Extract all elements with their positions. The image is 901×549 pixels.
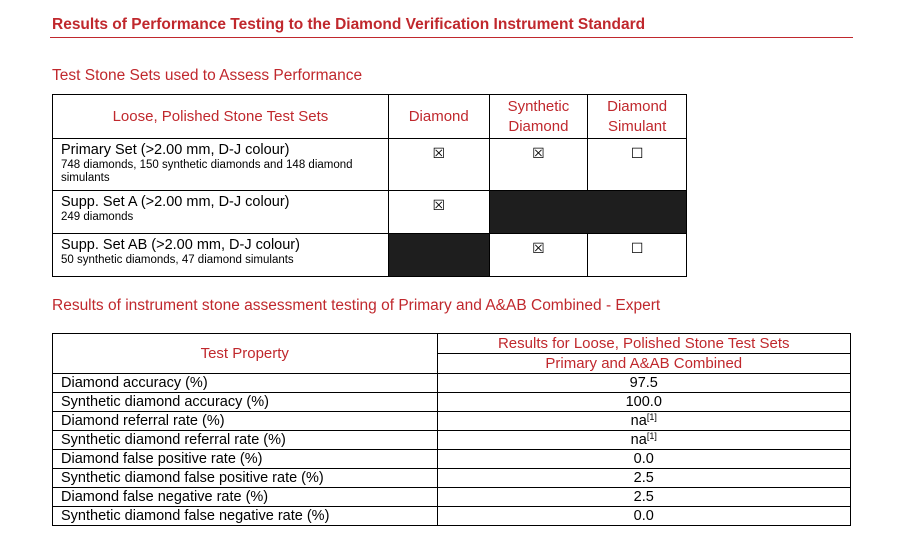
- table-row: [53, 507, 851, 526]
- test-sets-table: [52, 94, 687, 277]
- header-diamond-simulant: [588, 95, 687, 139]
- checkbox-checked-icon: ☒: [489, 139, 588, 191]
- header-simulant-line1: Diamond: [607, 97, 668, 115]
- set-cell-primary: [53, 139, 389, 191]
- set-name: Supp. Set AB (>2.00 mm, D-J colour): [61, 237, 300, 253]
- table-row: [53, 431, 851, 450]
- test-property: Diamond referral rate (%): [53, 412, 438, 431]
- footnote-marker: [1]: [646, 412, 657, 422]
- set-name: Supp. Set A (>2.00 mm, D-J colour): [61, 194, 290, 210]
- not-applicable-cell: [388, 234, 489, 277]
- result-value: 0.0: [437, 507, 850, 526]
- checkbox-checked-icon: ☒: [388, 139, 489, 191]
- result-value: 100.0: [437, 393, 850, 412]
- result-value: 2.5: [437, 469, 850, 488]
- set-description-cont: simulants: [61, 172, 110, 184]
- set-description: 249 diamonds: [61, 211, 134, 223]
- set-cell-supp-a: [53, 191, 389, 234]
- test-property: Diamond false negative rate (%): [53, 488, 438, 507]
- table-row: [53, 191, 687, 234]
- test-property: Synthetic diamond referral rate (%): [53, 431, 438, 450]
- results-table: [52, 333, 851, 526]
- test-property: Synthetic diamond false positive rate (%): [53, 469, 438, 488]
- set-description: 748 diamonds, 150 synthetic diamonds and 148 diamond: [61, 159, 353, 171]
- header-test-property: Test Property: [53, 334, 438, 374]
- page-title: Results of Performance Testing to the Diamond Verification Instrument Standard: [52, 16, 646, 33]
- section-title-test-sets: Test Stone Sets used to Assess Performance: [52, 67, 363, 84]
- result-value: na: [630, 432, 647, 448]
- result-value-cell: [437, 431, 850, 450]
- table-row: [53, 139, 687, 191]
- checkbox-empty-icon: ☐: [588, 139, 687, 191]
- result-value: 2.5: [437, 488, 850, 507]
- checkbox-empty-icon: ☐: [588, 234, 687, 277]
- test-property: Synthetic diamond false negative rate (%): [53, 507, 438, 526]
- set-description: 50 synthetic diamonds, 47 diamond simulants: [61, 254, 294, 266]
- result-value: 97.5: [437, 374, 850, 393]
- set-name: Primary Set (>2.00 mm, D-J colour): [61, 142, 290, 158]
- table-header-row: [53, 334, 851, 354]
- header-simulant-line2: Simulant: [607, 117, 667, 135]
- header-diamond: Diamond: [388, 95, 489, 139]
- table-row: [53, 393, 851, 412]
- table-header-row: [53, 95, 687, 139]
- checkbox-checked-icon: ☒: [489, 234, 588, 277]
- header-test-sets: Loose, Polished Stone Test Sets: [53, 95, 389, 139]
- set-cell-supp-ab: [53, 234, 389, 277]
- test-property: Diamond false positive rate (%): [53, 450, 438, 469]
- header-synthetic-line2: Diamond: [508, 117, 569, 135]
- result-value-cell: [437, 412, 850, 431]
- not-applicable-cell: [489, 191, 686, 234]
- test-property: Diamond accuracy (%): [53, 374, 438, 393]
- title-divider: [50, 37, 853, 38]
- table-row: [53, 234, 687, 277]
- header-synthetic-line1: Synthetic: [507, 97, 570, 115]
- result-value: 0.0: [437, 450, 850, 469]
- table-row: [53, 412, 851, 431]
- result-value: na: [630, 413, 647, 429]
- header-synthetic-diamond: [489, 95, 588, 139]
- header-subset: Primary and A&AB Combined: [437, 354, 850, 374]
- test-property: Synthetic diamond accuracy (%): [53, 393, 438, 412]
- table-row: [53, 374, 851, 393]
- table-row: [53, 469, 851, 488]
- table-row: [53, 450, 851, 469]
- footnote-marker: [1]: [646, 431, 657, 441]
- checkbox-checked-icon: ☒: [388, 191, 489, 234]
- header-results: Results for Loose, Polished Stone Test Sets: [437, 334, 850, 354]
- section-title-results: Results of instrument stone assessment testing of Primary and A&AB Combined - Expert: [52, 297, 661, 314]
- table-row: [53, 488, 851, 507]
